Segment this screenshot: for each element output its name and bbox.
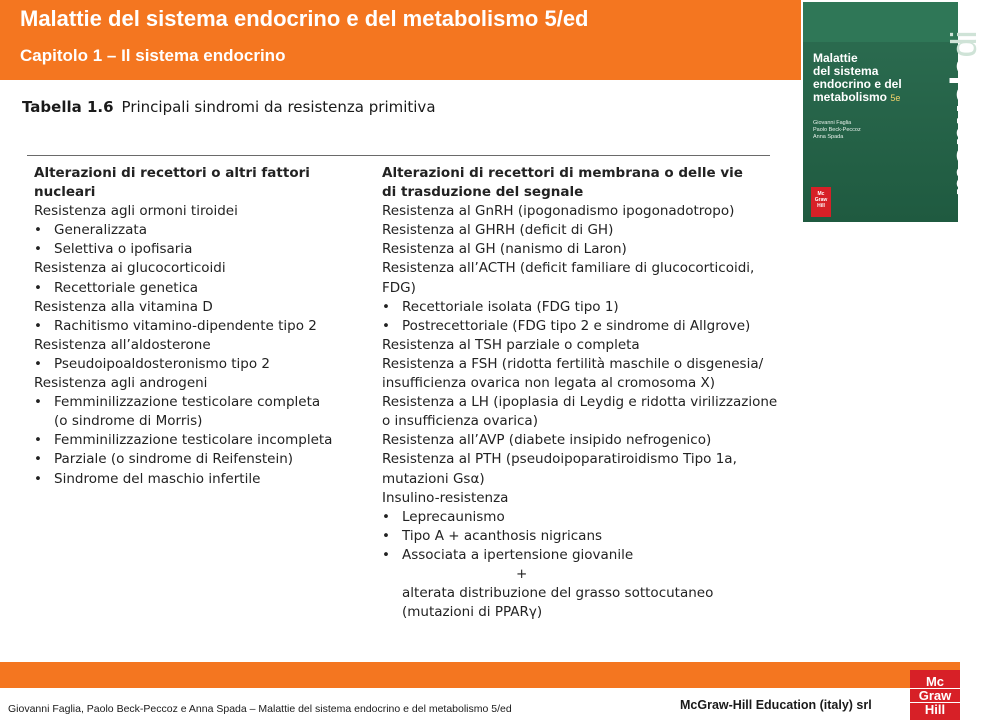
footer-credits: Giovanni Faglia, Paolo Beck-Peccoz e Anna Spada – Malattie del sistema endocrino e del metabolismo 5/ed [8, 703, 512, 715]
table-line: (mutazioni di PPARγ) [402, 604, 543, 621]
chapter-subtitle: Capitolo 1 – Il sistema endocrino [20, 46, 286, 65]
table-line: + [516, 565, 528, 582]
table-title [22, 98, 436, 116]
table-line: Resistenza ai glucocorticoidi [34, 260, 226, 277]
column-header-membrane: Alterazioni di recettori di membrana o delle vie [382, 165, 743, 181]
book-cover [801, 0, 984, 224]
table-line: alterata distribuzione del grasso sottocutaneo [402, 585, 714, 602]
table-line: Resistenza a FSH (ridotta fertilità maschile o disgenesia/ [382, 355, 764, 372]
bullet-item: • Femminilizzazione testicolare completa [34, 393, 374, 412]
book-cover-publisher-logo: Mc Graw Hill [811, 187, 831, 217]
table-line: mutazioni Gsα) [382, 470, 485, 487]
bullet-item: • Selettiva o ipofisaria [34, 240, 374, 259]
table-line: Resistenza al GnRH (ipogonadismo ipogonadotropo) [382, 203, 735, 220]
book-cover-authors: Giovanni Faglia Paolo Beck-Peccoz Anna Spada [813, 120, 861, 140]
table-line: insufficienza ovarica non legata al cromosoma X) [382, 375, 716, 392]
table-line: Insulino-resistenza [382, 489, 509, 506]
bullet-item: • Recettoriale isolata (FDG tipo 1) [382, 298, 774, 317]
book-cover-title: Malattie del sistema endocrino e del metabolismo 5e [813, 51, 902, 104]
bullet-item: • Tipo A + acanthosis nigricans [382, 527, 774, 546]
table-line: o insufficienza ovarica) [382, 413, 538, 430]
bullet-item: • Postrecettoriale (FDG tipo 2 e sindrome di Allgrove) [382, 317, 774, 336]
table-column-nuclear [34, 164, 374, 489]
table-line: Resistenza agli ormoni tiroidei [34, 203, 238, 220]
mcgraw-hill-logo: Mc Graw Hill [910, 670, 960, 720]
table-line: Resistenza al GHRH (deficit di GH) [382, 222, 614, 239]
footer-band [0, 662, 960, 688]
table-line: Resistenza alla vitamina D [34, 298, 213, 315]
bullet-item: • Femminilizzazione testicolare incompleta [34, 431, 374, 450]
table-column-membrane [382, 164, 778, 622]
table-line: FDG) [382, 279, 416, 296]
bullet-item: • Parziale (o sindrome di Reifenstein) [34, 450, 374, 469]
column-header-membrane-cont: di trasduzione del segnale [382, 184, 584, 201]
table-line: Resistenza al PTH (pseudoipoparatiroidismo Tipo 1a, [382, 451, 737, 468]
bullet-item: • Sindrome del maschio infertile [34, 470, 374, 489]
table-line: Resistenza a LH (ipoplasia di Leydig e ridotta virilizzazione [382, 394, 778, 411]
table-label: Tabella 1.6 [22, 98, 114, 116]
bullet-item: • Generalizzata [34, 221, 374, 240]
table-line: Resistenza agli androgeni [34, 375, 208, 392]
footer-publisher: McGraw-Hill Education (italy) srl [680, 698, 872, 712]
table-line: (o sindrome di Morris) [54, 413, 203, 430]
table-line: Resistenza all’aldosterone [34, 336, 211, 353]
table-line: Resistenza all’AVP (diabete insipido nefrogenico) [382, 432, 712, 449]
table-caption: Principali sindromi da resistenza primitiva [121, 98, 436, 116]
book-cover-art [803, 2, 984, 222]
bullet-item: • Recettoriale genetica [34, 279, 374, 298]
table-line: Resistenza all’ACTH (deficit familiare di glucocorticoidi, [382, 260, 755, 277]
table-line: Resistenza al GH (nanismo di Laron) [382, 241, 627, 258]
table-top-rule [27, 155, 770, 156]
column-header-nuclear: Alterazioni di recettori o altri fattori nucleari [34, 165, 310, 201]
table-line: Resistenza al TSH parziale o completa [382, 336, 640, 353]
book-cover-series-brand: manualedi [943, 31, 984, 197]
bullet-item: • Rachitismo vitamino-dipendente tipo 2 [34, 317, 374, 336]
bullet-item: • Pseudoipoaldosteronismo tipo 2 [34, 355, 374, 374]
page-title: Malattie del sistema endocrino e del metabolismo 5/ed [20, 6, 589, 31]
bullet-item: • Associata a ipertensione giovanile [382, 546, 774, 565]
bullet-item: • Leprecaunismo [382, 508, 774, 527]
